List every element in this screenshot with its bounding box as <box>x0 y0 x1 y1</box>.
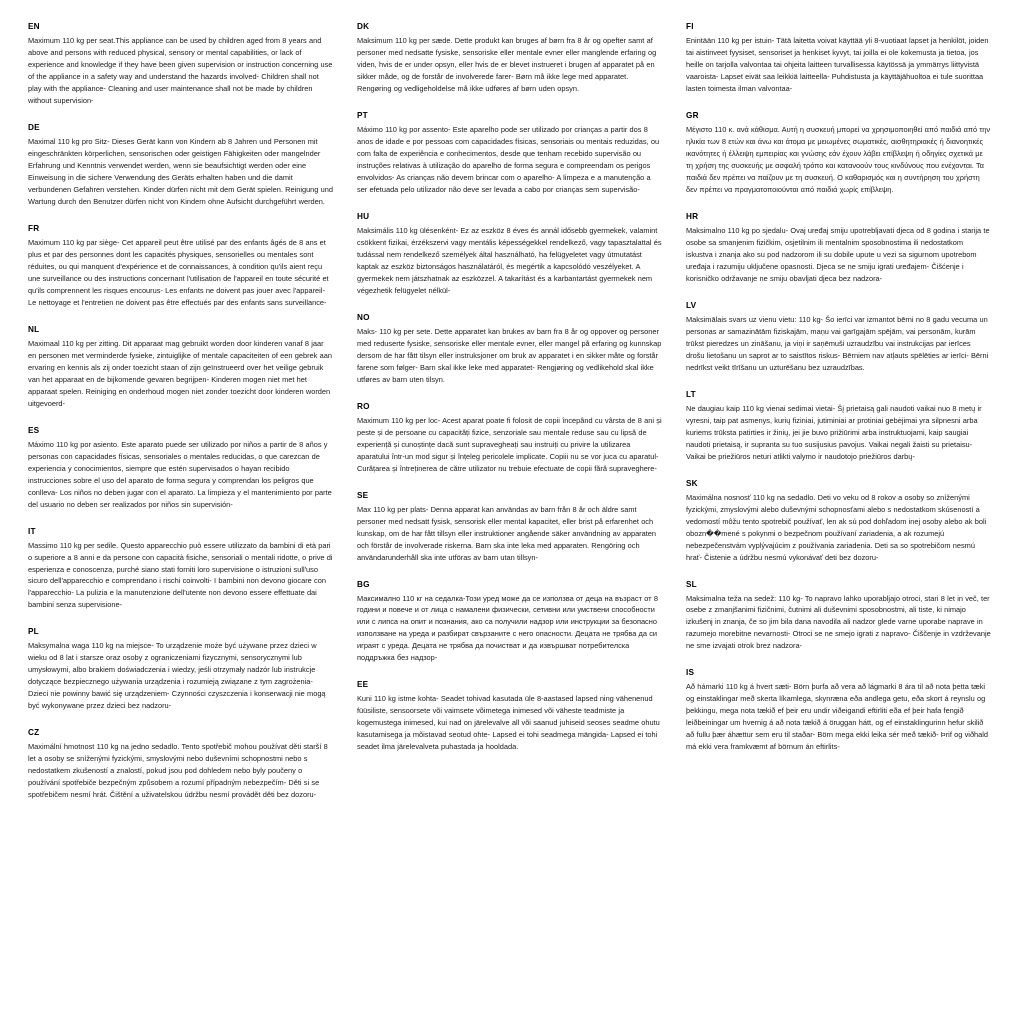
language-block-sk <box>686 479 991 564</box>
language-paragraph: Máximo 110 kg por assento- Este aparelho pode ser utilizado por crianças a partir dos 8 anos de idade e por pessoas com capacidades físicas, sensoriais ou mentais reduzidas, ou com falta de experiência e conhecimentos, desde que tenham recebido supervisão ou instruções relativas à utilização do aparelho de forma segura e compreendam os perigos envolvidos- As crianças não devem brincar com o aparelho- A limpeza e a manutenção a ser efetuada pelo utilizador não deve ser levada a cabo por crianças sem supervisão- <box>357 124 660 194</box>
language-paragraph: Μέγιστο 110 κ. ανά κάθισμα. Αυτή η συσκευή μπορεί να χρησιμοποιηθεί από παιδιά από την ηλικία των 8 ετών και άνω και άτομα με μειωμένες σωματικές, αισθητηριακές ή διανοητικές ικανότητες ή έλλειψη εμπειρίας και γνώσης εάν έχουν λάβει επίβλεψη ή οδηγίες σχετικά με τη χρήση της συσκευής με ασφαλή τρόπο και κατανοούν τους κινδύνους που ενέχονται. Τα παιδιά δεν πρέπει να παίζουν με τη συσκευή. Ο καθαρισμός και η συντήρηση του χρήστη δεν πρέπει να πραγματοποιούνται από παιδιά χωρίς επίβλεψη. <box>686 124 991 194</box>
language-block-cz <box>28 728 333 801</box>
language-block-bg <box>357 580 662 665</box>
column-3 <box>686 22 991 769</box>
language-code-label: EN <box>28 22 40 31</box>
language-block-hu <box>357 212 662 297</box>
language-block-fi <box>686 22 991 95</box>
language-block-pt <box>357 111 662 196</box>
language-paragraph: Maksymalna waga 110 kg na miejsce- To urządzenie może być używane przez dzieci w wieku od 8 lat i starsze oraz osoby z ograniczeniami fizycznymi, sensorycznymi lub umysłowymi, albo brakiem doświadczenia i wiedzy, jeśli otrzymały nadzór lub instrukcje dotyczące bezpiecznego używania urządzenia i rozumieją związane z tym zagrożenia- Dzieci nie powinny bawić się urządzeniem- Czynności czyszczenia i konserwacji nie mogą być wykonywane przez dzieci bez nadzoru- <box>28 641 326 711</box>
language-code-label: FR <box>28 223 40 233</box>
language-code-label: LT <box>686 389 696 399</box>
language-paragraph: Maks- 110 kg per sete. Dette apparatet kan brukes av barn fra 8 år og oppover og personer med reduserte fysiske, sensoriske eller mentale evner, eller mangel på erfaring og kunnskap dersom de har fått tilsyn eller instruksjoner om bruk av apparatet i en sikker måte og forstår farene som følger- Barn skal ikke leke med apparatet- Rengjøring og vedlikehold skal ikke utføres av barn uten tilsyn. <box>357 326 662 384</box>
language-paragraph: Maximálna nosnosť 110 kg na sedadlo. Deti vo veku od 8 rokov a osoby so zníženými fyzickými, zmyslovými alebo duševnými schopnosťami alebo s nedostatkom skúseností a vedomostí môžu tento spotrebič používať, len ak sú pod dohľadom inej osoby alebo ak boli obozn��mené s pokynmi o bezpečnom používaní zariadenia, a ak rozumejú nebezpečenstvám vyplývajúcim z používania zariadenia. Deti sa so spotrebičom nesmú hrať- Čistenie a údržbu nesmú vykonávať deti bez dozoru- <box>686 492 987 562</box>
language-block-gr <box>686 111 991 196</box>
language-code-label: HR <box>686 211 699 221</box>
language-block-es <box>28 426 333 511</box>
language-paragraph: Kuni 110 kg istme kohta- Seadet tohivad kasutada üle 8-aastased lapsed ning vähenenud füüsiliste, sensoorsete või vaimsete võimetega inimesed või väheste teadmiste ja kogemustega inimesed, kui nad on järelevalve all või saanud juhiseid seoses seadme ohutu kasutamisega ja mõistavad seotud ohte- Lapsed ei tohi seadmega mängida- Lapsed ei tohi seadet ilma järelevalveta puhastada ja hooldada. <box>357 694 660 752</box>
language-block-se <box>357 491 662 564</box>
language-code-label: IT <box>28 526 36 536</box>
language-paragraph: Maksimalno 110 kg po sjedalu- Ovaj uređaj smiju upotrebljavati djeca od 8 godina i starija te osobe sa smanjenim fizičkim, osjetilnim ili mentalnim sposobnostima ili nedostatkom iskustva i znanja ako su pod nadzorom ili su dobile upute u vezi sa sigurnom upotrebom uređaja i razumiju uključene opasnosti. Djeca se ne smiju igrati uređajem- Čišćenje i korisničko održavanje ne smiju obavljati djeca bez nadzora- <box>686 225 990 283</box>
language-code-label: BG <box>357 579 370 589</box>
language-code-label: GR <box>686 110 699 120</box>
language-paragraph: Maximální hmotnost 110 kg na jedno sedadlo. Tento spotřebič mohou používat děti starší 8 let a osoby se sníženými fyzickými, smyslovými nebo duševními schopnostmi nebo s nedostatkem zkušeností a znalostí, pokud jsou pod dohledem nebo byly poučeny o používání spotřebiče bezpečným způsobem a rozumí případným nebezpečím- Děti si se spotřebičem nesmí hrát. Čištění a uživatelskou údržbu nesmí provádět děti bez dozoru- <box>28 742 328 800</box>
language-code-label: FI <box>686 22 694 31</box>
language-code-label: DE <box>28 122 40 132</box>
language-block-lv <box>686 301 991 374</box>
language-paragraph: Maksimum 110 kg per sæde. Dette produkt kan bruges af børn fra 8 år og opefter samt af personer med nedsatte fysiske, sensoriske eller mentale evner eller manglende erfaring og viden, hvis de er under opsyn, eller hvis de er blevet instrueret i brugen af apparatet på en sikker måde, og de forstår de involverede farer- Børn må ikke lege med apparatet. Rengøring og vedligeholdelse må ikke udføres af børn uden opsyn. <box>357 36 657 93</box>
language-paragraph: Ne daugiau kaip 110 kg vienai sedimai vietai- Šį prietaisą gali naudoti vaikai nuo 8 metų ir vyresni, taip pat asmenys, kurių fiziniai, jutiminiai ar protiniai gebėjimai yra silpnesni arba kuriems trūksta patirties ir žinių, jei jie buvo prižiūrimi arba instruktuojami, kaip saugiai naudoti prietaisą, ir supranta su tuo susijusius pavojus. Vaikai negali žaisti su prietaisu- Vaikai be priežiūros neturi atlikti valymo ir naudotojo priežiūros darbų- <box>686 403 982 461</box>
language-paragraph: Að hámarki 110 kg á hvert sæti- Börn þurfa að vera að lágmarki 8 ára til að nota þetta tæki og einstaklingar með skerta líkamlega, skynræna eða andlega getu, eða skort á reynslu og þekkingu, mega nota tækið ef þeir eru undir viðeigandi eftirliti eða ef þeir hafa fengið leiðbeiningar um hvernig á að nota tækið á öruggan hátt, og ef einstaklingurinn hefur skilið að fullu þær áhættur sem eru til staðar- Börn mega ekki leika sér með tækið- Þrif og viðhald má ekki vera framkvæmt af börnum án eftirlits- <box>686 682 989 752</box>
column-2 <box>357 22 662 769</box>
language-code-label: HU <box>357 211 370 221</box>
language-paragraph: Maximum 110 kg per seat.This appliance can be used by children aged from 8 years and above and persons with reduced physical, sensory or mental capabilities, or lack of experience and knowledge if they have been given supervision or instruction concerning use of the appliance in a safety way and understand the hazards involved- Children shall not play with the appliance- Cleaning and user maintenance shall not be made by children without supervision- <box>28 36 333 105</box>
language-paragraph: Maksimalna teža na sedež: 110 kg- To napravo lahko uporabljajo otroci, stari 8 let in več, ter osebe z zmanjšanimi fizičnimi, čutnimi ali duševnimi sposobnostmi, ali tiste, ki nimajo izkušenj in znanja, če so jim bila dana navodila ali nadzor glede varne uporabe naprave in razumejo morebitne nevarnosti- Otroci se ne smejo igrati z napravo- Čiščenje in vzdrževanje ne sme izvajati otrok brez nadzora- <box>686 593 991 651</box>
language-paragraph: Maximaal 110 kg per zitting. Dit apparaat mag gebruikt worden door kinderen vanaf 8 jaar en personen met verminderde fysieke, zintuiglijke of mentale capaciteiten of een gebrek aan ervaring en kennis als zij onder toezicht staan of zijn geïnstrueerd over het veilige gebruik van het apparaat en de bijkomende gevaren begrijpen- Kinderen mogen niet met het apparaat spelen. Reiniging en onderhoud mogen niet zonder toezicht door kinderen worden uitgevoerd- <box>28 338 332 408</box>
language-code-label: SL <box>686 579 697 589</box>
language-code-label: EE <box>357 680 369 690</box>
language-code-label: SK <box>686 478 698 488</box>
column-1 <box>28 22 333 817</box>
language-code-label: PL <box>28 627 39 637</box>
language-block-sl <box>686 580 991 653</box>
language-block-fr <box>28 224 333 309</box>
language-code-label: SE <box>357 490 369 500</box>
language-block-pl <box>28 627 333 712</box>
language-code-label: LV <box>686 300 697 310</box>
language-code-label: IS <box>686 668 695 678</box>
language-block-ro <box>357 402 662 475</box>
language-paragraph: Maksimālais svars uz vienu vietu: 110 kg- Šo ierīci var izmantot bērni no 8 gadu vecuma un personas ar samazinātām fiziskajām, maņu vai garīgajām spējām, vai personām, kurām trūkst pieredzes un zināšanu, ja viņi ir saņēmuši uzraudzību vai instrukcijas par ierīces drošu lietošanu un saprot ar to saistītos riskus- Bērniem nav atļauts spēlēties ar ierīci- Bērni nedrīkst veikt tīrīšanu un uzturēšanu bez uzraudzības. <box>686 314 989 372</box>
language-block-de <box>28 123 333 208</box>
language-paragraph: Maximal 110 kg pro Sitz- Dieses Gerät kann von Kindern ab 8 Jahren und Personen mit eingeschränkten körperlichen, sensorischen oder geistigen Fähigkeiten oder mangelnder Erfahrung und Kenntnis verwendet werden, wenn sie beaufsichtigt werden oder eine Einweisung in die sichere Verwendung des Geräts erhalten haben und die damit verbundenen Gefahren verstehen. Kinder dürfen nicht mit dem Gerät spielen. Reinigung und Wartung durch den Benutzer dürfen nicht von Kindern ohne Aufsicht durchgeführt werden. <box>28 136 333 206</box>
language-code-label: NL <box>28 324 40 334</box>
language-code-label: ES <box>28 425 40 435</box>
columns-container <box>28 22 1006 1014</box>
language-code-label: PT <box>357 110 368 120</box>
language-block-en <box>28 22 333 107</box>
language-code-label: NO <box>357 312 370 322</box>
language-code-label: DK <box>357 22 370 31</box>
language-block-is <box>686 668 991 753</box>
language-code-label: RO <box>357 401 370 411</box>
language-paragraph: Enintään 110 kg per istuin- Tätä laitetta voivat käyttää yli 8-vuotiaat lapset ja henkilöt, joiden tai aistinveet fyysiset, sensoriset ja henkiset kyvyt, tai joilla ei ole kokemusta ja tietoa, jos heille on tarjolla valvontaa tai ohjeita laitteen turvallisessa käytössä ja ymmärrys liittyvistä vaaroista- Lapset eivät saa leikkiä laitteella- Puhdistusta ja käyttäjähuoltoa ei tule suorittaa lasten toimesta ilman valvontaa- <box>686 36 989 93</box>
language-code-label: CZ <box>28 728 40 738</box>
language-paragraph: Máximo 110 kg por asiento. Este aparato puede ser utilizado por niños a partir de 8 años y personas con capacidades físicas, sensoriales o mentales reducidas, o que carezcan de experiencia y conocimientos, siempre que estén supervisados o hayan recibido instrucciones sobre el uso del aparato de forma segura y comprendan los peligros que conlleva- Los niños no deben jugar con el aparato. La limpieza y el mantenimiento por parte del usuario no deben ser realizados por niños sin supervisión- <box>28 439 332 509</box>
language-paragraph: Maksimális 110 kg ülésenként- Ez az eszköz 8 éves és annál idősebb gyermekek, valamint csökkent fizikai, érzékszervi vagy mentális képességekkel rendelkező, vagy tapasztalattal és tudással nem rendelkező személyek által használható, ha felügyeletet vagy útmutatást kaptak az eszköz biztonságos használatáról, és megértik a kapcsolódó veszélyeket. A gyermekek nem játszhatnak az eszközzel. A takarítást és a karbantartást gyermekek nem végezhetik felügyelet nélkül- <box>357 225 662 295</box>
language-paragraph: Maximum 110 kg par siège- Cet appareil peut être utilisé par des enfants âgés de 8 ans et plus et par des personnes dont les capacités physiques, sensorielles ou mentales sont réduites, ou qui manquent d'expérience et de connaissances, à condition qu'ils aient reçu une surveillance ou des instructions concernant l'utilisation de l'appareil en toute sécurité et qu'ils comprennent les risques encourus- Les enfants ne doivent pas jouer avec l'appareil- Le nettoyage et l'entretien ne doivent pas être effectués par des enfants sans surveillance- <box>28 237 329 307</box>
language-paragraph: Massimo 110 kg per sedile. Questo apparecchio può essere utilizzato da bambini di età pari o superiore a 8 anni e da persone con capacità fisiche, sensoriali o mentali ridotte, o prive di esperienza e conoscenza, purché siano stati forniti loro supervisione o istruzioni sull'uso sicuro dell'apparecchio e comprendano i rischi coinvolti- I bambini non devono giocare con l'apparecchio- La pulizia e la manutenzione dell'utente non devono essere effettuate dai bambini senza supervisione- <box>28 540 333 610</box>
language-block-ee <box>357 680 662 753</box>
language-paragraph: Maximum 110 kg per loc- Acest aparat poate fi folosit de copii începând cu vârsta de 8 ani și peste și de persoane cu capacități fizice, senzoriale sau mentale reduse sau cu lipsă de experiență și cunoștințe dacă sunt supravegheați sau instruiți cu privire la utilizarea aparatului într-un mod sigur și înțeleg pericolele implicate. Copiii nu se vor juca cu aparatul- Curățarea și întreținerea de către utilizator nu trebuie efectuate de copii fără supraveghere- <box>357 415 662 473</box>
language-block-no <box>357 313 662 386</box>
language-block-it <box>28 527 333 612</box>
language-block-hr <box>686 212 991 285</box>
language-block-lt <box>686 390 991 463</box>
language-block-dk <box>357 22 662 95</box>
language-block-nl <box>28 325 333 410</box>
language-paragraph: Максимално 110 кг на седалка-Този уред може да се използва от деца на възраст от 8 години и повече и от лица с намалени физически, сетивни или умствени способности или с липса на опит и познания, ако са получили надзор или инструкции за безопасно използване на уреда и разбират свързаните с него опасности. Децата не трябва да си играят с уреда. Децата не трябва да почистват и да извършват потребителска поддръжка без надзор- <box>357 593 658 663</box>
language-paragraph: Max 110 kg per plats- Denna apparat kan användas av barn från 8 år och äldre samt personer med nedsatt fysisk, sensorisk eller mental kapacitet, eller brist på erfarenhet och kunskap, om de har fått tillsyn eller instruktioner angående säker användning av apparaten och förstår de involverade riskerna. Barn ska inte leka med apparaten. Rengöring och användarunderhåll ska inte utföras av barn utan tillsyn- <box>357 504 657 562</box>
